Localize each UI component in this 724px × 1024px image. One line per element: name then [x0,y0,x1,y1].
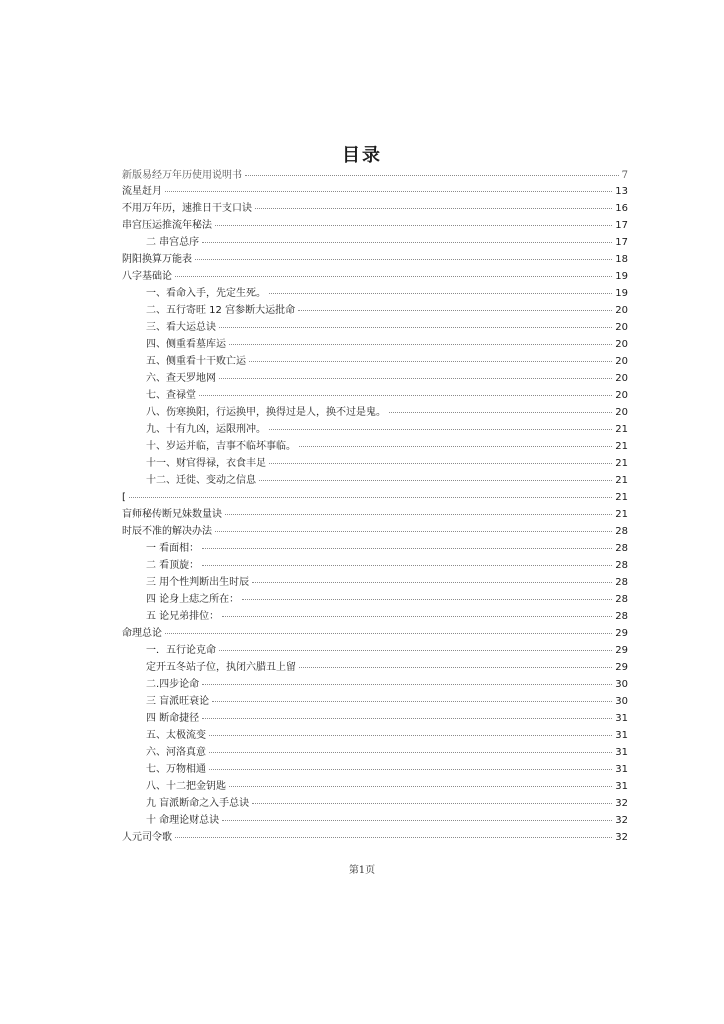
toc-entry-label: 十 命理论财总诀 [146,815,220,826]
dot-leader [389,412,612,413]
toc-entry-label: [ [122,492,126,503]
dot-leader [219,378,612,379]
dot-leader [229,344,612,345]
toc-entry-label: 六、河洛真意 [146,747,206,758]
toc-entry-page: 29 [615,645,628,656]
toc-entry-label: 三 盲派旺衰论 [146,696,210,707]
toc-entry-label: 九 盲派断命之入手总诀 [146,798,250,809]
toc-entry-page: 17 [615,220,628,231]
dot-leader [202,565,612,566]
toc-entry[interactable] [122,319,628,336]
toc-entry[interactable] [122,727,628,744]
dot-leader [202,242,612,243]
toc-entry[interactable] [122,268,628,285]
toc-entry-label: 流星赶月 [122,186,162,197]
toc-entry-page: 18 [615,254,628,265]
toc-entry[interactable] [122,608,628,625]
toc-entry-page: 20 [615,322,628,333]
toc-entry[interactable] [122,744,628,761]
dot-leader [245,175,619,176]
toc-entry[interactable] [122,693,628,710]
toc-entry[interactable] [122,540,628,557]
toc-entry-label: 人元司令歌 [122,832,172,843]
toc-entry-page: 16 [615,203,628,214]
toc-entry[interactable] [122,170,628,182]
toc-entry-label: 命理总论 [122,628,162,639]
toc-entry[interactable] [122,336,628,353]
dot-leader [212,701,612,702]
toc-entry-label: 三 用个性判断出生时辰 [146,577,250,588]
toc-entry-page: 21 [615,441,628,452]
toc-entry-page: 32 [615,798,628,809]
toc-entry-label: 三、看大运总诀 [146,322,216,333]
toc-entry-label: 八、十二把金钥匙 [146,781,226,792]
toc-entry-page: 21 [615,458,628,469]
toc-entry-page: 31 [615,730,628,741]
toc-entry-label: 八字基础论 [122,271,172,282]
dot-leader [199,395,612,396]
toc-entry[interactable] [122,404,628,421]
dot-leader [215,225,612,226]
toc-entry-page: 32 [615,832,628,843]
dot-leader [165,633,612,634]
toc-entry-label: 阴阳换算万能表 [122,254,192,265]
dot-leader [215,531,612,532]
toc-entry-page: 28 [615,560,628,571]
toc-entry-page: 19 [615,271,628,282]
dot-leader [249,361,612,362]
toc-entry-label: 定开五冬站子位，执闭六腊丑上留 [146,662,296,673]
dot-leader [242,599,612,600]
toc-entry-page: 29 [615,662,628,673]
toc-entry-label: 串宫压运推流年秘法 [122,220,212,231]
toc-entry[interactable] [122,472,628,489]
toc-entry-label: 五、太极流变 [146,730,206,741]
toc-entry-label: 八、伤寒换阳，行运换甲，换得过是人，换不过是鬼。 [146,407,386,418]
toc-entry[interactable] [122,591,628,608]
toc-entry-page: 28 [615,543,628,554]
toc-entry[interactable] [122,302,628,319]
toc-entry[interactable] [122,574,628,591]
toc-entry-label: 四 断命捷径 [146,713,200,724]
dot-leader [299,667,612,668]
toc-entry[interactable] [122,557,628,574]
toc-entry[interactable] [122,506,628,523]
toc-entry[interactable] [122,710,628,727]
toc-entry-label: 二.四步论命 [146,679,200,690]
toc-entry[interactable] [122,455,628,472]
dot-leader [255,208,612,209]
toc-entry-page: 21 [615,492,628,503]
toc-entry-page: 31 [615,713,628,724]
toc-entry-label: 一 看面相： [146,543,200,554]
dot-leader [259,480,612,481]
dot-leader [222,616,612,617]
table-of-contents [122,170,628,846]
toc-entry-label: 一．五行论克命 [146,645,216,656]
dot-leader [269,463,612,464]
toc-entry-label: 二 看顶旋： [146,560,200,571]
dot-leader [202,548,612,549]
toc-entry-page: 32 [615,815,628,826]
dot-leader [209,735,612,736]
toc-entry-page: 20 [615,407,628,418]
toc-entry-label: 二、五行寄旺 12 宫参断大运批命 [146,305,296,316]
toc-entry[interactable] [122,778,628,795]
dot-leader [209,769,612,770]
toc-entry[interactable] [122,234,628,251]
toc-entry-page: 19 [615,288,628,299]
dot-leader [202,684,612,685]
toc-entry-page: 28 [615,611,628,622]
toc-entry-label: 四、侧重看墓库运 [146,339,226,350]
toc-entry-page: 21 [615,424,628,435]
toc-entry[interactable] [122,761,628,778]
toc-entry-page: 20 [615,390,628,401]
toc-entry-page: 17 [615,237,628,248]
toc-entry[interactable] [122,217,628,234]
toc-entry[interactable] [122,200,628,217]
toc-entry-page: 7 [621,170,628,181]
toc-entry[interactable] [122,370,628,387]
toc-entry-page: 28 [615,526,628,537]
toc-entry-label: 新版易经万年历使用说明书 [122,170,242,181]
toc-entry-page: 13 [615,186,628,197]
dot-leader [252,582,612,583]
dot-leader [299,446,612,447]
dot-leader [269,429,612,430]
toc-entry-label: 时辰不准的解决办法 [122,526,212,537]
page-number-footer: 第1页 [348,865,376,876]
toc-entry-label: 盲师秘传断兄妹数量诀 [122,509,222,520]
toc-entry-label: 十二、迁徙、变动之信息 [146,475,256,486]
toc-entry-label: 二 串宫总序 [146,237,200,248]
toc-entry-page: 30 [615,696,628,707]
toc-entry-page: 29 [615,628,628,639]
toc-entry-page: 21 [615,509,628,520]
toc-entry[interactable] [122,353,628,370]
toc-entry-page: 31 [615,781,628,792]
toc-entry[interactable] [122,183,628,200]
toc-entry[interactable] [122,387,628,404]
toc-entry-label: 七、万物相通 [146,764,206,775]
toc-entry-label: 十、岁运并临，吉事不临坏事临。 [146,441,296,452]
toc-entry-page: 21 [615,475,628,486]
toc-entry[interactable] [122,625,628,642]
dot-leader [298,310,612,311]
toc-entry[interactable] [122,676,628,693]
toc-entry[interactable] [122,829,628,846]
dot-leader [269,293,612,294]
toc-entry-label: 五、侧重看十干败亡运 [146,356,246,367]
toc-entry[interactable] [122,489,628,506]
toc-entry-page: 20 [615,339,628,350]
toc-entry-label: 四 论身上痣之所在： [146,594,240,605]
dot-leader [129,497,612,498]
toc-entry-page: 30 [615,679,628,690]
dot-leader [219,650,612,651]
dot-leader [202,718,612,719]
toc-entry-page: 28 [615,577,628,588]
toc-entry[interactable] [122,421,628,438]
toc-entry-label: 九、十有九凶，运限刑冲。 [146,424,266,435]
dot-leader [195,259,612,260]
toc-entry[interactable] [122,285,628,302]
toc-entry-label: 一、看命入手，先定生死。 [146,288,266,299]
toc-entry[interactable] [122,642,628,659]
dot-leader [225,514,612,515]
toc-entry-label: 六、查天罗地网 [146,373,216,384]
toc-entry[interactable] [122,438,628,455]
toc-entry[interactable] [122,812,628,829]
dot-leader [175,276,612,277]
toc-title: 目录 [342,145,382,166]
dot-leader [222,820,612,821]
dot-leader [165,191,612,192]
dot-leader [219,327,612,328]
toc-entry-label: 七、查禄堂 [146,390,196,401]
toc-entry[interactable] [122,659,628,676]
toc-entry-label: 不用万年历，速推日干支口诀 [122,203,252,214]
toc-entry[interactable] [122,251,628,268]
toc-entry[interactable] [122,795,628,812]
toc-entry-page: 28 [615,594,628,605]
dot-leader [252,803,612,804]
toc-entry-label: 十一、财官得禄，衣食丰足 [146,458,266,469]
toc-entry[interactable] [122,523,628,540]
toc-entry-label: 五 论兄弟排位： [146,611,220,622]
toc-entry-page: 20 [615,356,628,367]
dot-leader [175,837,612,838]
toc-entry-page: 20 [615,373,628,384]
dot-leader [229,786,612,787]
toc-entry-page: 31 [615,764,628,775]
dot-leader [209,752,612,753]
toc-entry-page: 20 [615,305,628,316]
toc-entry-page: 31 [615,747,628,758]
